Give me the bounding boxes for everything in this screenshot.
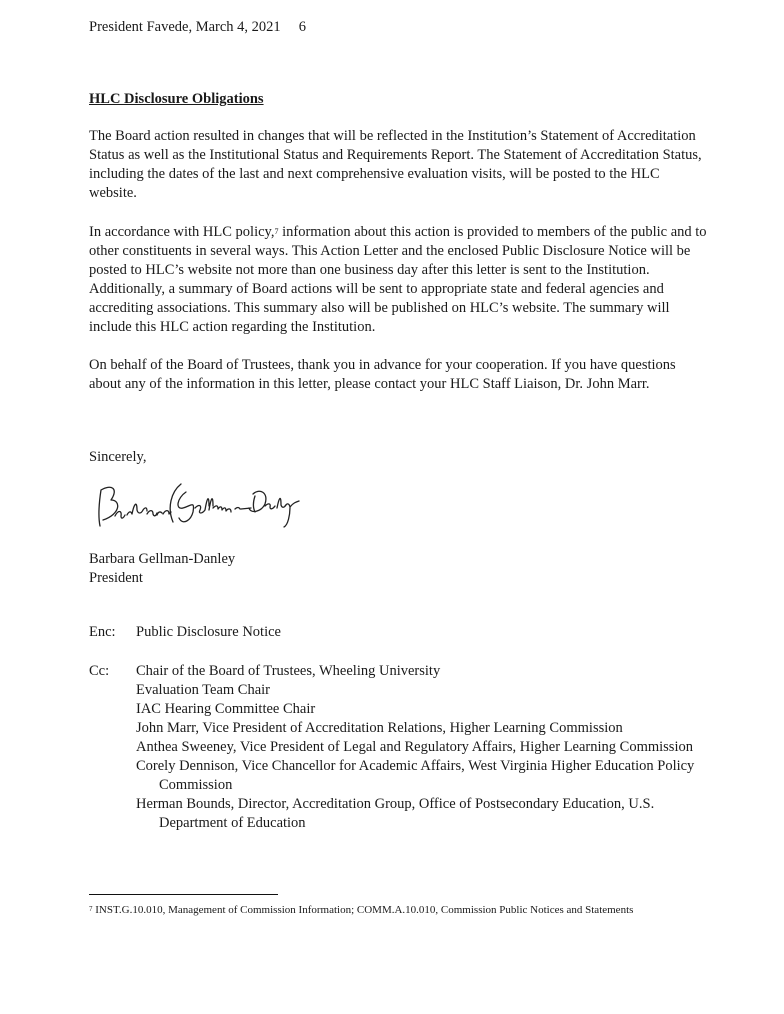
cc-label: Cc: [89,663,110,679]
running-head-text: President Favede, March 4, 2021 [89,19,281,35]
cc-recipient-list [136,662,709,833]
running-header [89,19,306,36]
footnote-reference: 7 [274,227,279,236]
paragraph-thanks: On behalf of the Board of Trustees, thank you in advance for your cooperation. If you have questions about any of the information in this letter, please contact your HLC Staff Liaison, Dr. John Marr. [89,357,676,392]
enclosure-value: Public Disclosure Notice [136,624,281,640]
cc-recipient: Corely Dennison, Vice Chancellor for Academic Affairs, West Virginia Higher Education Policy Commission [136,758,695,793]
signature-image [91,478,321,538]
enclosure-line [89,624,281,641]
cc-recipient: Evaluation Team Chair [136,682,271,698]
closing-salutation: Sincerely, [89,449,147,465]
signer-block [89,550,235,588]
signer-name: Barbara Gellman-Danley [89,551,236,567]
enclosure-label: Enc: [89,624,116,640]
paragraph-hlc-policy [89,223,709,337]
section-title: HLC Disclosure Obligations [89,91,264,107]
signature-stroke [195,499,251,513]
footnote-number: 7 [89,905,93,913]
cc-recipient: Chair of the Board of Trustees, Wheeling University [136,663,441,679]
signer-title: President [89,570,143,586]
paragraph-accreditation-status: The Board action resulted in changes that will be reflected in the Institution’s Statement of Accreditation Status as well as the Institutional Status and Requirements Report. The Statement of Accreditation Status, including the dates of the last and next comprehensive evaluation visits, will be posted to the HLC website. [89,128,702,201]
footnote-divider [89,894,278,895]
page-number: 6 [298,19,306,35]
paragraph-text: In accordance with HLC policy, [89,224,275,240]
paragraph-text: information about this action is provided to members of the public and to other constituents in several ways. This Action Letter and the enclosed Public Disclosure Notice will be posted to HLC’s website not more than one business day after this letter is sent to the Institution. Additionally, a summary of Board actions will be sent to appropriate state and federal agencies and accrediting associations. This summary also will be published on HLC’s website. The summary will include this HLC action regarding the Institution. [89,224,707,335]
cc-recipient: John Marr, Vice President of Accreditation Relations, Higher Learning Commission [136,720,623,736]
signature-stroke [115,504,171,518]
footnote-text: INST.G.10.010, Management of Commission Information; COMM.A.10.010, Commission Public Notices and Statements [92,904,634,916]
cc-recipient: Anthea Sweeney, Vice President of Legal and Regulatory Affairs, Higher Learning Commission [136,739,693,755]
signature-stroke [170,484,193,522]
cc-block [89,662,709,833]
signature-stroke [249,491,299,527]
cc-recipient: Herman Bounds, Director, Accreditation Group, Office of Postsecondary Education, U.S. Department of Education [136,796,655,831]
cc-recipient: IAC Hearing Committee Chair [136,701,316,717]
footnote [89,902,709,918]
signature-stroke [99,487,118,526]
